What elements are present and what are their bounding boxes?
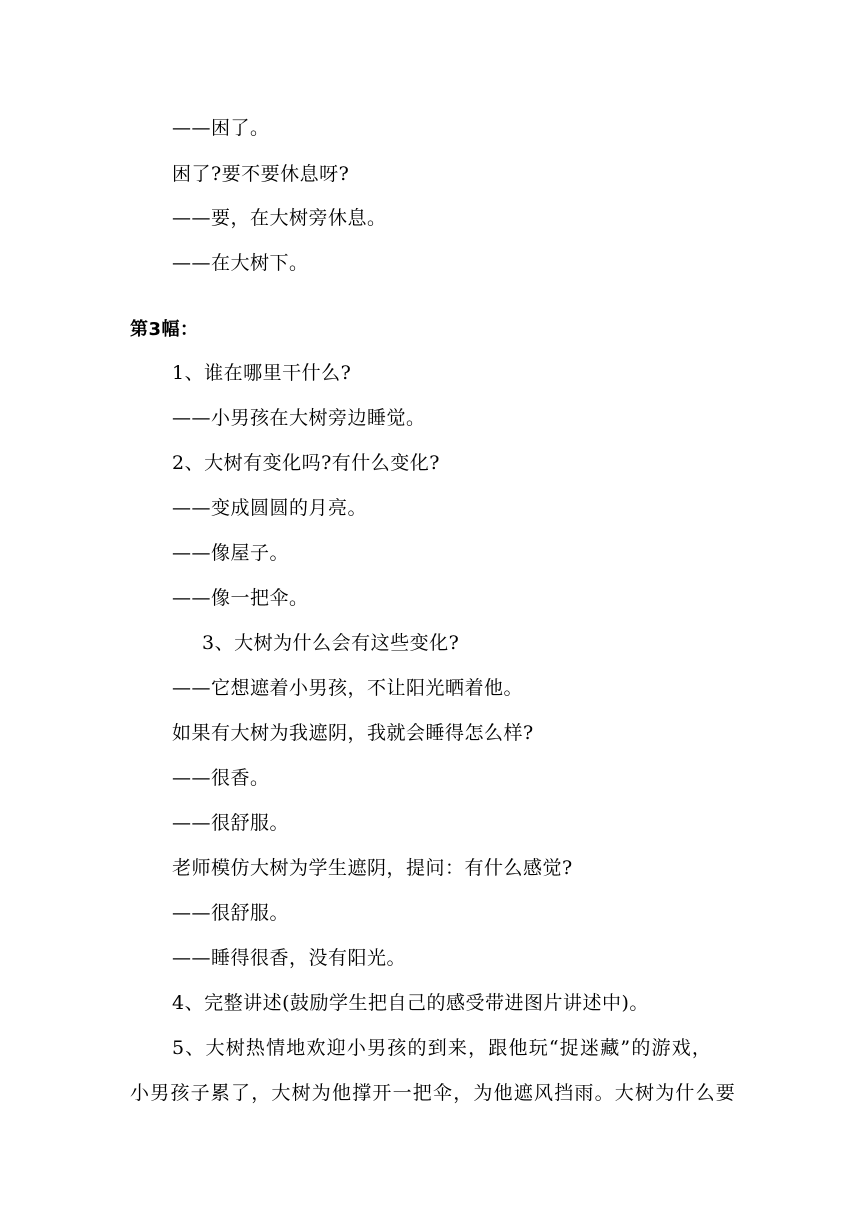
text-line: ——很舒服。 [172, 812, 290, 834]
text-line: ——睡得很香，没有阳光。 [172, 947, 407, 969]
text-line: 5、大树热情地欢迎小男孩的到来，跟他玩“捉迷藏”的游戏， [172, 1037, 713, 1059]
text-line: 老师模仿大树为学生遮阴，提问：有什么感觉? [172, 857, 573, 879]
text-line: ——变成圆圆的月亮。 [172, 497, 368, 519]
text-line: ——像屋子。 [172, 542, 290, 564]
text-line: 3、大树为什么会有这些变化? [202, 632, 460, 654]
text-line: ——像一把伞。 [172, 587, 309, 609]
text-line: 困了?要不要休息呀? [172, 163, 350, 185]
text-line: ——它想遮着小男孩，不让阳光晒着他。 [172, 677, 524, 699]
text-line: ——要，在大树旁休息。 [172, 207, 387, 229]
text-line: 2、大树有变化吗?有什么变化? [172, 452, 440, 474]
text-line: ——困了。 [172, 117, 270, 139]
text-line: 如果有大树为我遮阴，我就会睡得怎么样? [172, 722, 534, 744]
text-line: 4、完整讲述(鼓励学生把自己的感受带进图片讲述中)。 [172, 992, 649, 1014]
text-line: 1、谁在哪里干什么? [172, 362, 352, 384]
text-line: ——在大树下。 [172, 252, 309, 274]
section-heading: 第3幅： [130, 319, 199, 340]
text-line: ——小男孩在大树旁边睡觉。 [172, 407, 426, 429]
text-line: ——很香。 [172, 767, 270, 789]
text-line: ——很舒服。 [172, 902, 290, 924]
text-line: 小男孩子累了，大树为他撑开一把伞，为他遮风挡雨。大树为什么要 [130, 1082, 737, 1104]
